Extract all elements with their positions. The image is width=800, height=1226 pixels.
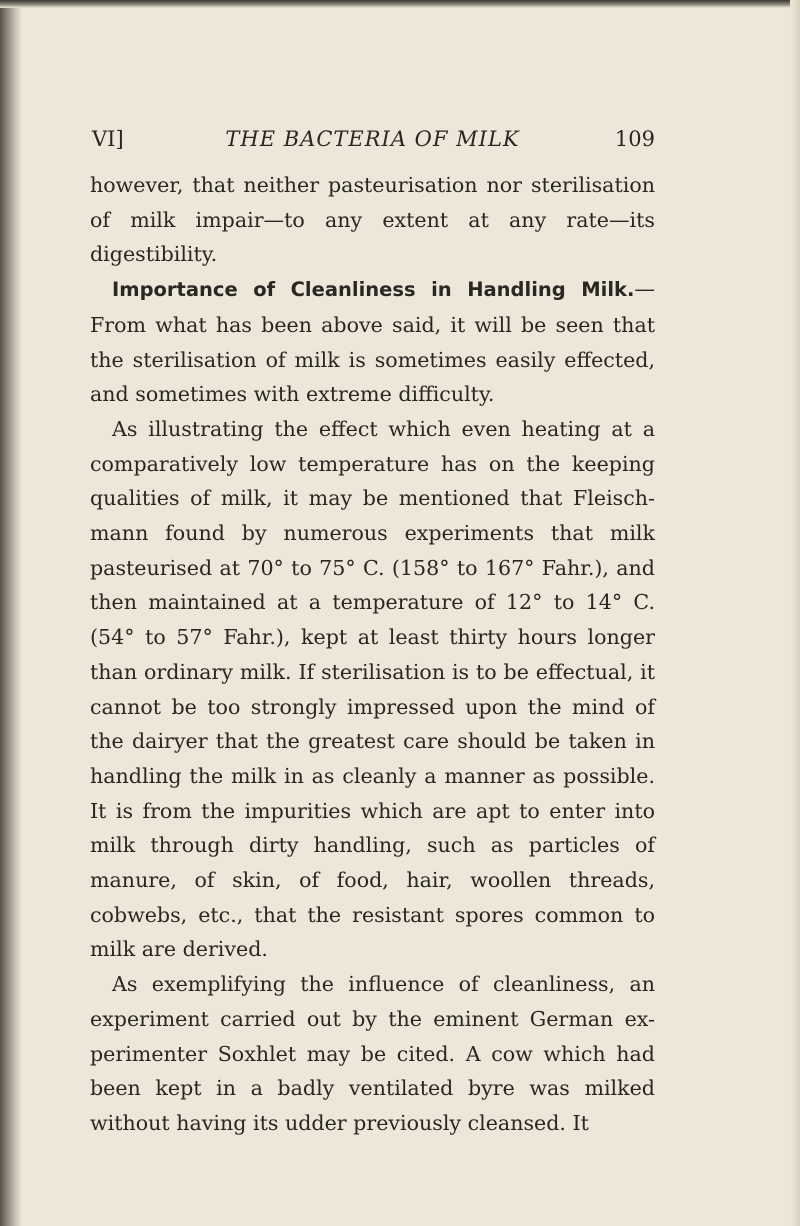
paragraph-text: — From what has been above said, it will be seen that the sterilisation of milk is sometimes easily effected, and sometimes with extreme difficulty.: [90, 277, 655, 407]
page-edge-shadow-left: [0, 0, 22, 1226]
paragraph-soxhlet: As exemplifying the influence of cleanliness, an experiment carried out by the eminent German ex-perimenter Soxhlet may be cited. A cow which had been kept in a badly ventilated byre was milked without having its udder previously cleansed. It: [90, 972, 655, 1135]
paragraph-continuation: however, that neither pasteurisation nor sterilisation of milk impair—to any extent at any rate—its digestibility.: [90, 173, 655, 267]
page-edge-shadow-top: [0, 0, 800, 8]
page-edge-right: [790, 0, 800, 1226]
running-head: [90, 127, 655, 157]
paragraph-fleischmann: As illustrating the effect which even heating at a comparatively low temperature has on the keeping qualities of milk, it may be mentioned that Fleisch-mann found by numerous experiments that milk pasteurised at 70° to 75° C. (158° to 167° Fahr.), and then maintained at a temperature of 12° to 14° C. (54° to 57° Fahr.), kept at least thirty hours longer than ordinary milk. If sterilisation is to be effectual, it cannot be too strongly impressed upon the mind of the dairyer that the greatest care should be taken in handling the milk in as cleanly a manner as possible. It is from the impurities which are apt to enter into milk through dirty handling, such as particles of manure, of skin, of food, hair, woollen threads, cobwebs, etc., that the resistant spores common to milk are derived.: [90, 416, 655, 962]
body-text: [90, 168, 655, 1141]
page-number: 109: [614, 127, 655, 151]
running-title: THE BACTERIA OF MILK: [225, 127, 520, 151]
section-heading: Importance of Cleanliness in Handling Milk.: [112, 278, 635, 302]
paragraph-cleanliness: [90, 272, 655, 412]
chapter-number: VI]: [92, 127, 124, 151]
